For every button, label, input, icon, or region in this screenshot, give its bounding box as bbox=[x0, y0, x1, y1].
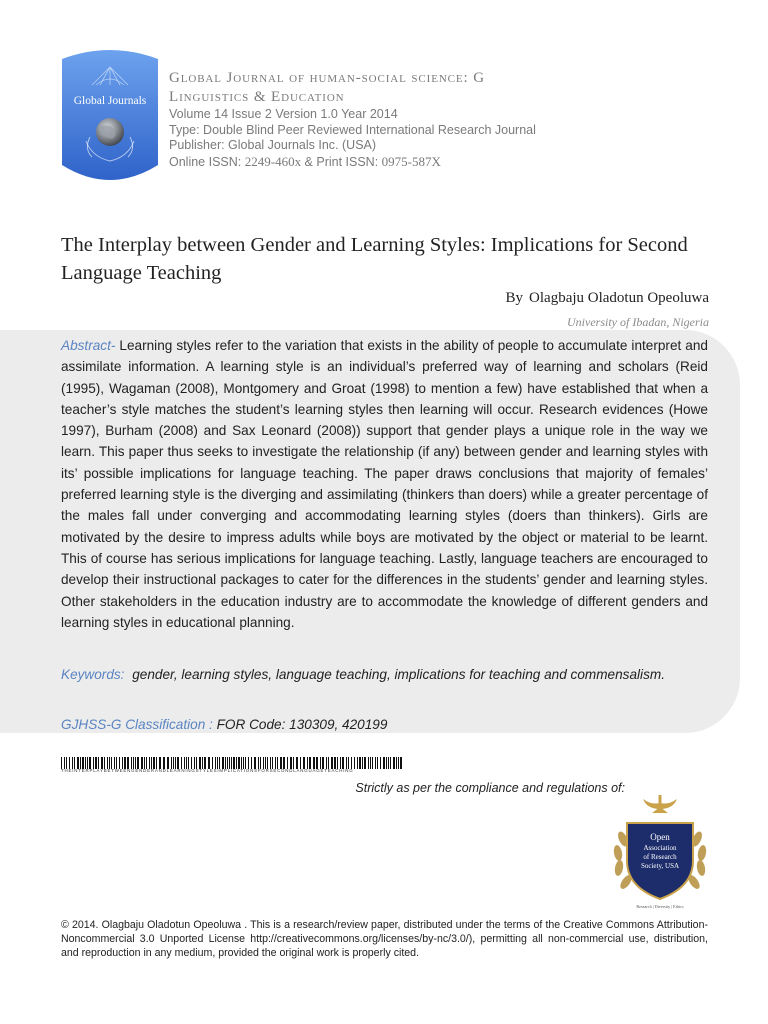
barcode-label: THEINTERPLAYBETWEENGENDERANDLEARNINGSTYLESIMPLICATIONSFORSECONDLANGUAGETEACHING bbox=[61, 768, 354, 773]
issn-info bbox=[169, 154, 729, 171]
keywords-label: Keywords: bbox=[61, 667, 125, 682]
badge-line-1: Open bbox=[650, 832, 670, 842]
volume-info: Volume 14 Issue 2 Version 1.0 Year 2014 bbox=[169, 107, 398, 121]
author-byline bbox=[506, 290, 709, 307]
license-notice: © 2014. Olagbaju Oladotun Opeoluwa . This is a research/review paper, distributed under the terms of the Creative Commons Attribution-Noncommercial 3.0 Unported License http://creativecommons.org/licenses/by-nc/3.0/), permitting all non-commercial use, distribution, and reproduction in any medium, provided the original work is properly cited. bbox=[61, 919, 708, 959]
abstract bbox=[61, 335, 708, 633]
author-name: Olagbaju Oladotun Opeoluwa bbox=[529, 290, 709, 306]
journal-title: Global Journal of human-social science: G bbox=[169, 70, 485, 86]
abstract-text: Learning styles refer to the variation that exists in the ability of people to accumulate interpret and assimilate information. A learning style is an individual’s preferred way of learning and scholars (Reid (1995), Wagaman (2008), Montgomery and Groat (1998) to mention a few) have established that when a teacher’s style matches the student’s learning styles then learning will occur. Research evidences (Howe 1997), Burham (2008) and Sax Leonard (2008)) support that gender plays a unique role in the way we learn. This paper thus seeks to investigate the relationship (if any) between gender and learning styles with its’ possible implications for language teaching. The paper draws conclusions that majority of females’ preferred learning style is the diverging and assimilating (thinkers than doers) while a greater percentage of the males fall under converging and accommodating learning styles (doers than thinkers). Girls are motivated by the desire to impress adults while boys are motivated by the object or material to be learnt. This of course has serious implications for language teaching. Lastly, language teachers are encouraged to develop their instructional packages to cater for the differences in the students’ gender and learning styles. Other stakeholders in the education industry are to accommodate the knowledge of different genders and learning styles in educational planning. bbox=[61, 338, 708, 630]
online-issn: 2249-460x bbox=[244, 153, 302, 169]
compliance-note: Strictly as per the compliance and regulations of: bbox=[355, 781, 625, 795]
classification bbox=[61, 714, 708, 735]
print-issn: 0975-587X bbox=[381, 153, 441, 169]
journal-header bbox=[169, 69, 729, 170]
badge-line-3: of Research bbox=[643, 853, 677, 861]
badge-line-2: Association bbox=[643, 844, 677, 852]
oars-badge-logo bbox=[607, 793, 713, 911]
paper-title: The Interplay between Gender and Learning Styles: Implications for Second Language Teaching bbox=[61, 234, 688, 284]
badge-line-4: Society, USA bbox=[640, 862, 680, 870]
publisher-info: Publisher: Global Journals Inc. (USA) bbox=[169, 138, 377, 152]
classification-code: FOR Code: 130309, 420199 bbox=[216, 717, 388, 732]
keywords-text: gender, learning styles, language teaching, implications for teaching and commensalism. bbox=[132, 667, 665, 682]
badge-motto: Research | Diversity | Ethics bbox=[636, 904, 684, 909]
author-affiliation: University of Ibadan, Nigeria bbox=[567, 315, 709, 329]
journal-section: Linguistics & Education bbox=[169, 89, 345, 105]
logo-text: Global Journals bbox=[73, 95, 147, 107]
issn-prefix: Online ISSN: bbox=[169, 154, 245, 169]
classification-label: GJHSS-G Classification : bbox=[61, 717, 213, 732]
keywords bbox=[61, 664, 708, 685]
by-label: By bbox=[505, 290, 524, 306]
journal-type: Type: Double Blind Peer Reviewed International Research Journal bbox=[169, 122, 536, 137]
abstract-label: Abstract- bbox=[61, 338, 116, 353]
global-journals-logo bbox=[62, 45, 158, 193]
issn-middle: & Print ISSN: bbox=[301, 154, 382, 169]
